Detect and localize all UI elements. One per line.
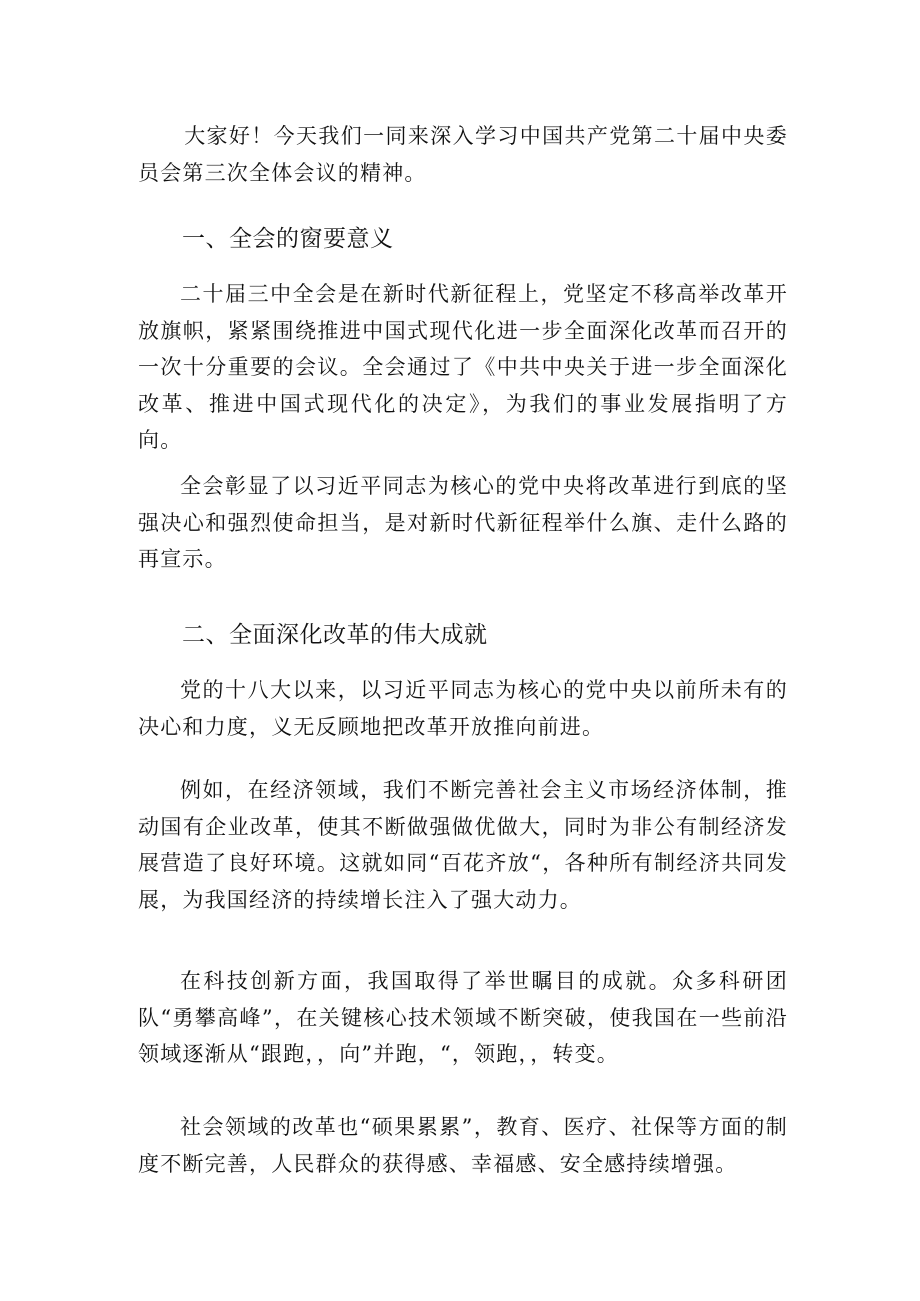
body-paragraph: 在科技创新方面，我国取得了举世瞩目的成就。众多科研团队“勇攀高峰”，在关键核心技术领域不断突破，使我国在一些前沿领域逐渐从“跟跑，，向”并跑，“，领跑，，转变。 xyxy=(138,969,788,1066)
body-paragraph: 社会领域的改革也“硕果累累”，教育、医疗、社保等方面的制度不断完善，人民群众的获得感、幸福感、安全感持续增强。 xyxy=(138,1115,788,1176)
body-paragraph: 党的十八大以来，以习近平同志为核心的党中央以前所未有的决心和力度，义无反顾地把改革开放推向前进。 xyxy=(138,678,788,739)
body-paragraph: 例如，在经济领域，我们不断完善社会主义市场经济体制，推动国有企业改革，使其不断做强做优做大，同时为非公有制经济发展营造了良好环境。这就如同“百花齐放“，各种所有制经济共同发展，为我国经济的持续增长注入了强大动力。 xyxy=(138,778,788,912)
intro-paragraph: 大家好！今天我们一同来深入学习中国共产党第二十届中央委员会第三次全体会议的精神。 xyxy=(138,124,788,185)
body-paragraph: 全会彰显了以习近平同志为核心的党中央将改革进行到底的坚强决心和强烈使命担当，是对新时代新征程举什么旗、走什么路的再宣示。 xyxy=(138,474,788,571)
body-paragraph: 二十届三中全会是在新时代新征程上，党坚定不移高举改革开放旗帜，紧紧围绕推进中国式现代化进一步全面深化改革而召开的一次十分重要的会议。全会通过了《中共中央关于进一步全面深化改革、推进中国式现代化的决定》，为我们的事业发展指明了方向。 xyxy=(138,282,788,452)
section-heading-achievements: 二、全面深化改革的伟大成就 xyxy=(182,622,488,648)
section-heading-significance: 一、全会的窗要意义 xyxy=(182,226,394,252)
